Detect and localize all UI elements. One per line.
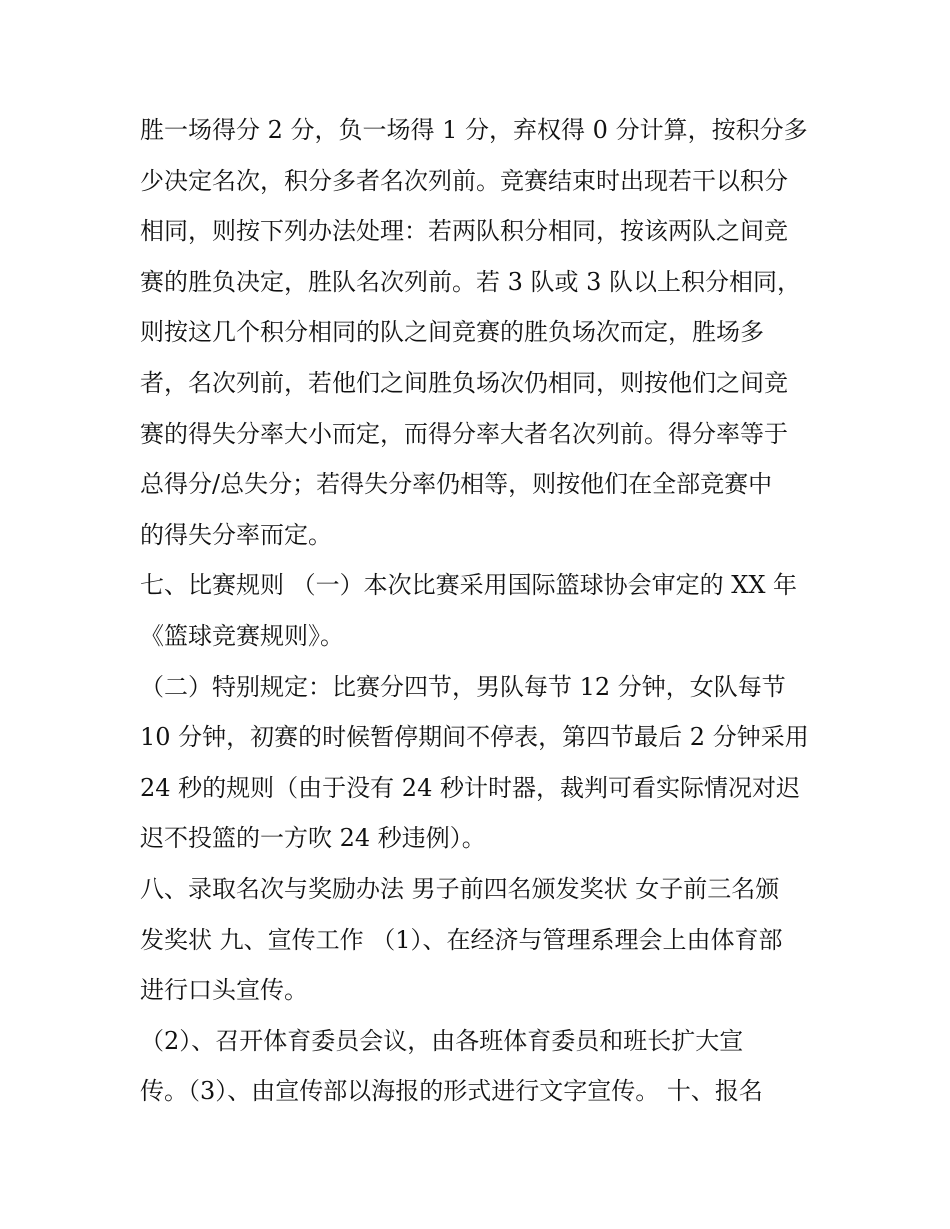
- text-line: 10 分钟，初赛的时候暂停期间不停表，第四节最后 2 分钟采用: [140, 723, 809, 752]
- text-line: 总得分/总失分；若得失分率仍相等，则按他们在全部竞赛中: [140, 470, 773, 499]
- text-line: 相同，则按下列办法处理：若两队积分相同，按该两队之间竞: [140, 217, 788, 246]
- text-line: 《篮球竞赛规则》。: [140, 621, 344, 650]
- text-line: 24 秒的规则（由于没有 24 秒计时器，裁判可看实际情况对迟: [140, 773, 800, 802]
- text-line: 发奖状 九、宣传工作 （1）、在经济与管理系理会上由体育部: [140, 925, 783, 954]
- text-line: 少决定名次，积分多者名次列前。竞赛结束时出现若干以积分: [140, 166, 788, 195]
- section-heading-rules: 七、比赛规则 （一）本次比赛采用国际篮球协会审定的 XX 年: [140, 571, 798, 600]
- text-line: 赛的得失分率大小而定，而得分率大者名次列前。得分率等于: [140, 419, 788, 448]
- text-line: 胜一场得分 2 分，负一场得 1 分，弃权得 0 分计算，按积分多: [140, 116, 808, 144]
- section-heading-awards: 八、录取名次与奖励办法 男子前四名颁发奖状 女子前三名颁: [140, 874, 780, 903]
- text-line: 者，名次列前，若他们之间胜负场次仍相同，则按他们之间竞: [140, 368, 788, 397]
- text-line: 则按这几个积分相同的队之间竞赛的胜负场次而定，胜场多: [140, 318, 764, 347]
- body-text: [140, 105, 820, 1117]
- text-line: 进行口头宣传。: [140, 976, 308, 1005]
- text-line: （2）、召开体育委员会议，由各班体育委员和班长扩大宣: [140, 1026, 744, 1055]
- text-line: 传。（3）、由宣传部以海报的形式进行文字宣传。 十、报名: [140, 1077, 763, 1106]
- text-line: 的得失分率而定。: [140, 520, 332, 549]
- text-line: 迟不投篮的一方吹 24 秒违例）。: [140, 824, 486, 853]
- text-line: （二）特别规定：比赛分四节，男队每节 12 分钟，女队每节: [140, 672, 786, 701]
- text-line: 赛的胜负决定，胜队名次列前。若 3 队或 3 队以上积分相同，: [140, 267, 802, 296]
